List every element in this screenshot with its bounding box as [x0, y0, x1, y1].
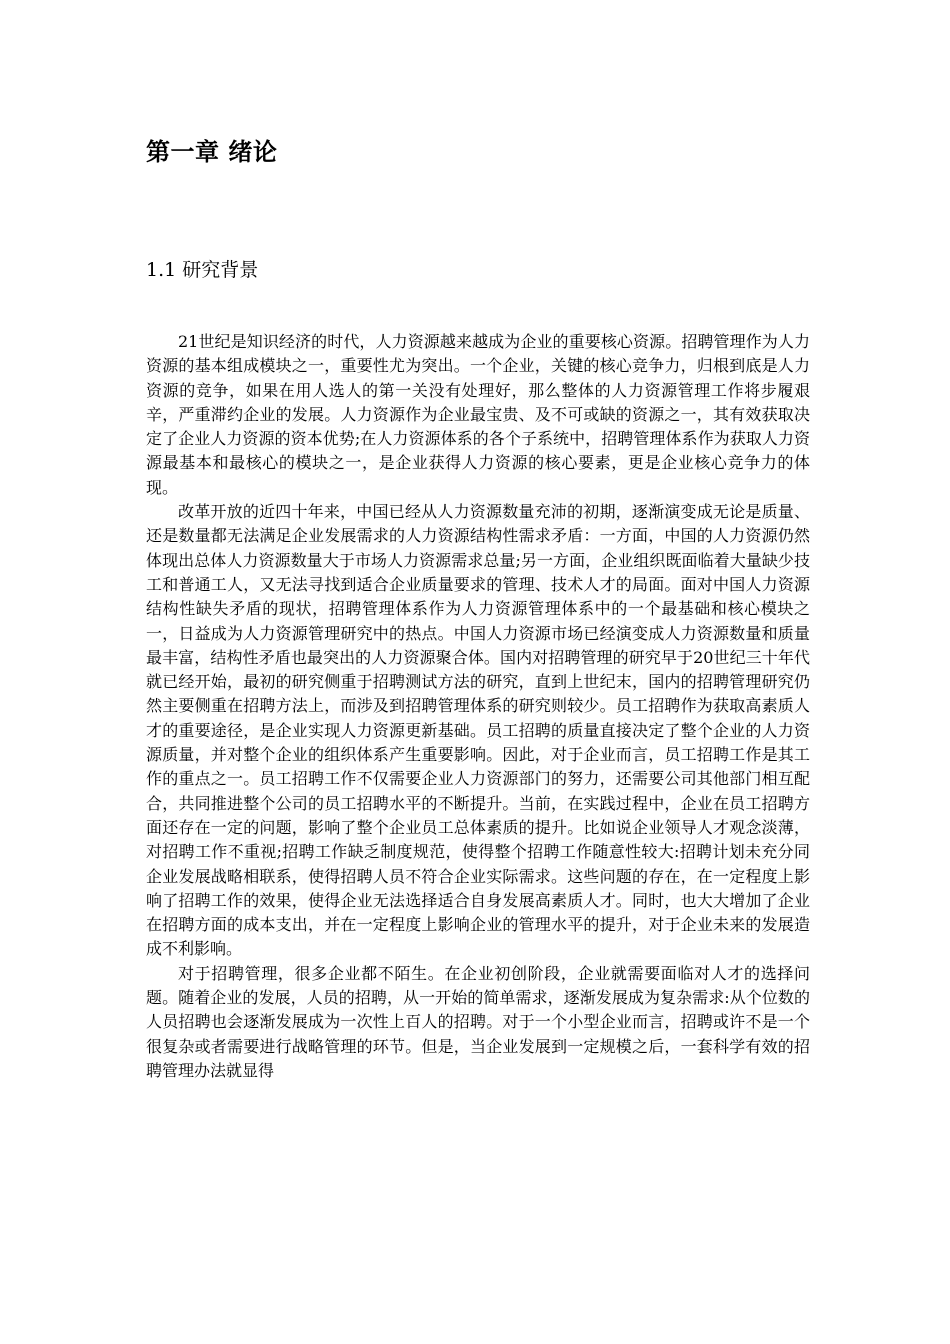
paragraph: 改革开放的近四十年来，中国已经从人力资源数量充沛的初期，逐渐演变成无论是质量、还是数量都无法满足企业发展需求的人力资源结构性需求矛盾：一方面，中国的人力资源仍然体现出总体人力资源数量大于市场人力资源需求总量;另一方面，企业组织既面临着大量缺少技工和普通工人，又无法寻找到适合企业质量要求的管理、技术人才的局面。面对中国人力资源结构性缺失矛盾的现状，招聘管理体系作为人力资源管理体系中的一个最基础和核心模块之一，日益成为人力资源管理研究中的热点。中国人力资源市场已经演变成人力资源数量和质量最丰富，结构性矛盾也最突出的人力资源聚合体。国内对招聘管理的研究早于20世纪三十年代就已经开始，最初的研究侧重于招聘测试方法的研究，直到上世纪末，国内的招聘管理研究仍然主要侧重在招聘方法上，而涉及到招聘管理体系的研究则较少。员工招聘作为获取高素质人才的重要途径，是企业实现人力资源更新基础。员工招聘的质量直接决定了整个企业的人力资源质量，并对整个企业的组织体系产生重要影响。因此，对于企业而言，员工招聘工作是其工作的重点之一。员工招聘工作不仅需要企业人力资源部门的努力，还需要公司其他部门相互配合，共同推进整个公司的员工招聘水平的不断提升。当前，在实践过程中，企业在员工招聘方面还存在一定的问题，影响了整个企业员工总体素质的提升。比如说企业领导人才观念淡薄，对招聘工作不重视;招聘工作缺乏制度规范，使得整个招聘工作随意性较大:招聘计划未充分同企业发展战略相联系，使得招聘人员不符合企业实际需求。这些问题的存在，在一定程度上影响了招聘工作的效果，使得企业无法选择适合自身发展高素质人才。同时，也大大增加了企业在招聘方面的成本支出，并在一定程度上影响企业的管理水平的提升，对于企业未来的发展造成不利影响。	[146, 502, 810, 959]
section-title: 1.1 研究背景	[146, 259, 259, 281]
body-text	[146, 330, 810, 1083]
paragraph: 21世纪是知识经济的时代，人力资源越来越成为企业的重要核心资源。招聘管理作为人力资源的基本组成模块之一，重要性尤为突出。一个企业，关键的核心竞争力，归根到底是人力资源的竞争，如果在用人选人的第一关没有处理好，那么整体的人力资源管理工作将步履艰辛，严重滞约企业的发展。人力资源作为企业最宝贵、及不可或缺的资源之一，其有效获取决定了企业人力资源的资本优势;在人力资源体系的各个子系统中，招聘管理体系作为获取人力资源最基本和最核心的模块之一，是企业获得人力资源的核心要素，更是企业核心竞争力的体现。	[146, 332, 810, 497]
chapter-title: 第一章 绪论	[146, 138, 278, 166]
paragraph: 对于招聘管理，很多企业都不陌生。在企业初创阶段，企业就需要面临对人才的选择问题。随着企业的发展，人员的招聘，从一开始的简单需求，逐渐发展成为复杂需求:从个位数的人员招聘也会逐渐发展成为一次性上百人的招聘。对于一个小型企业而言，招聘或许不是一个很复杂或者需要进行战略管理的环节。但是，当企业发展到一定规模之后，一套科学有效的招聘管理办法就显得	[146, 963, 810, 1080]
